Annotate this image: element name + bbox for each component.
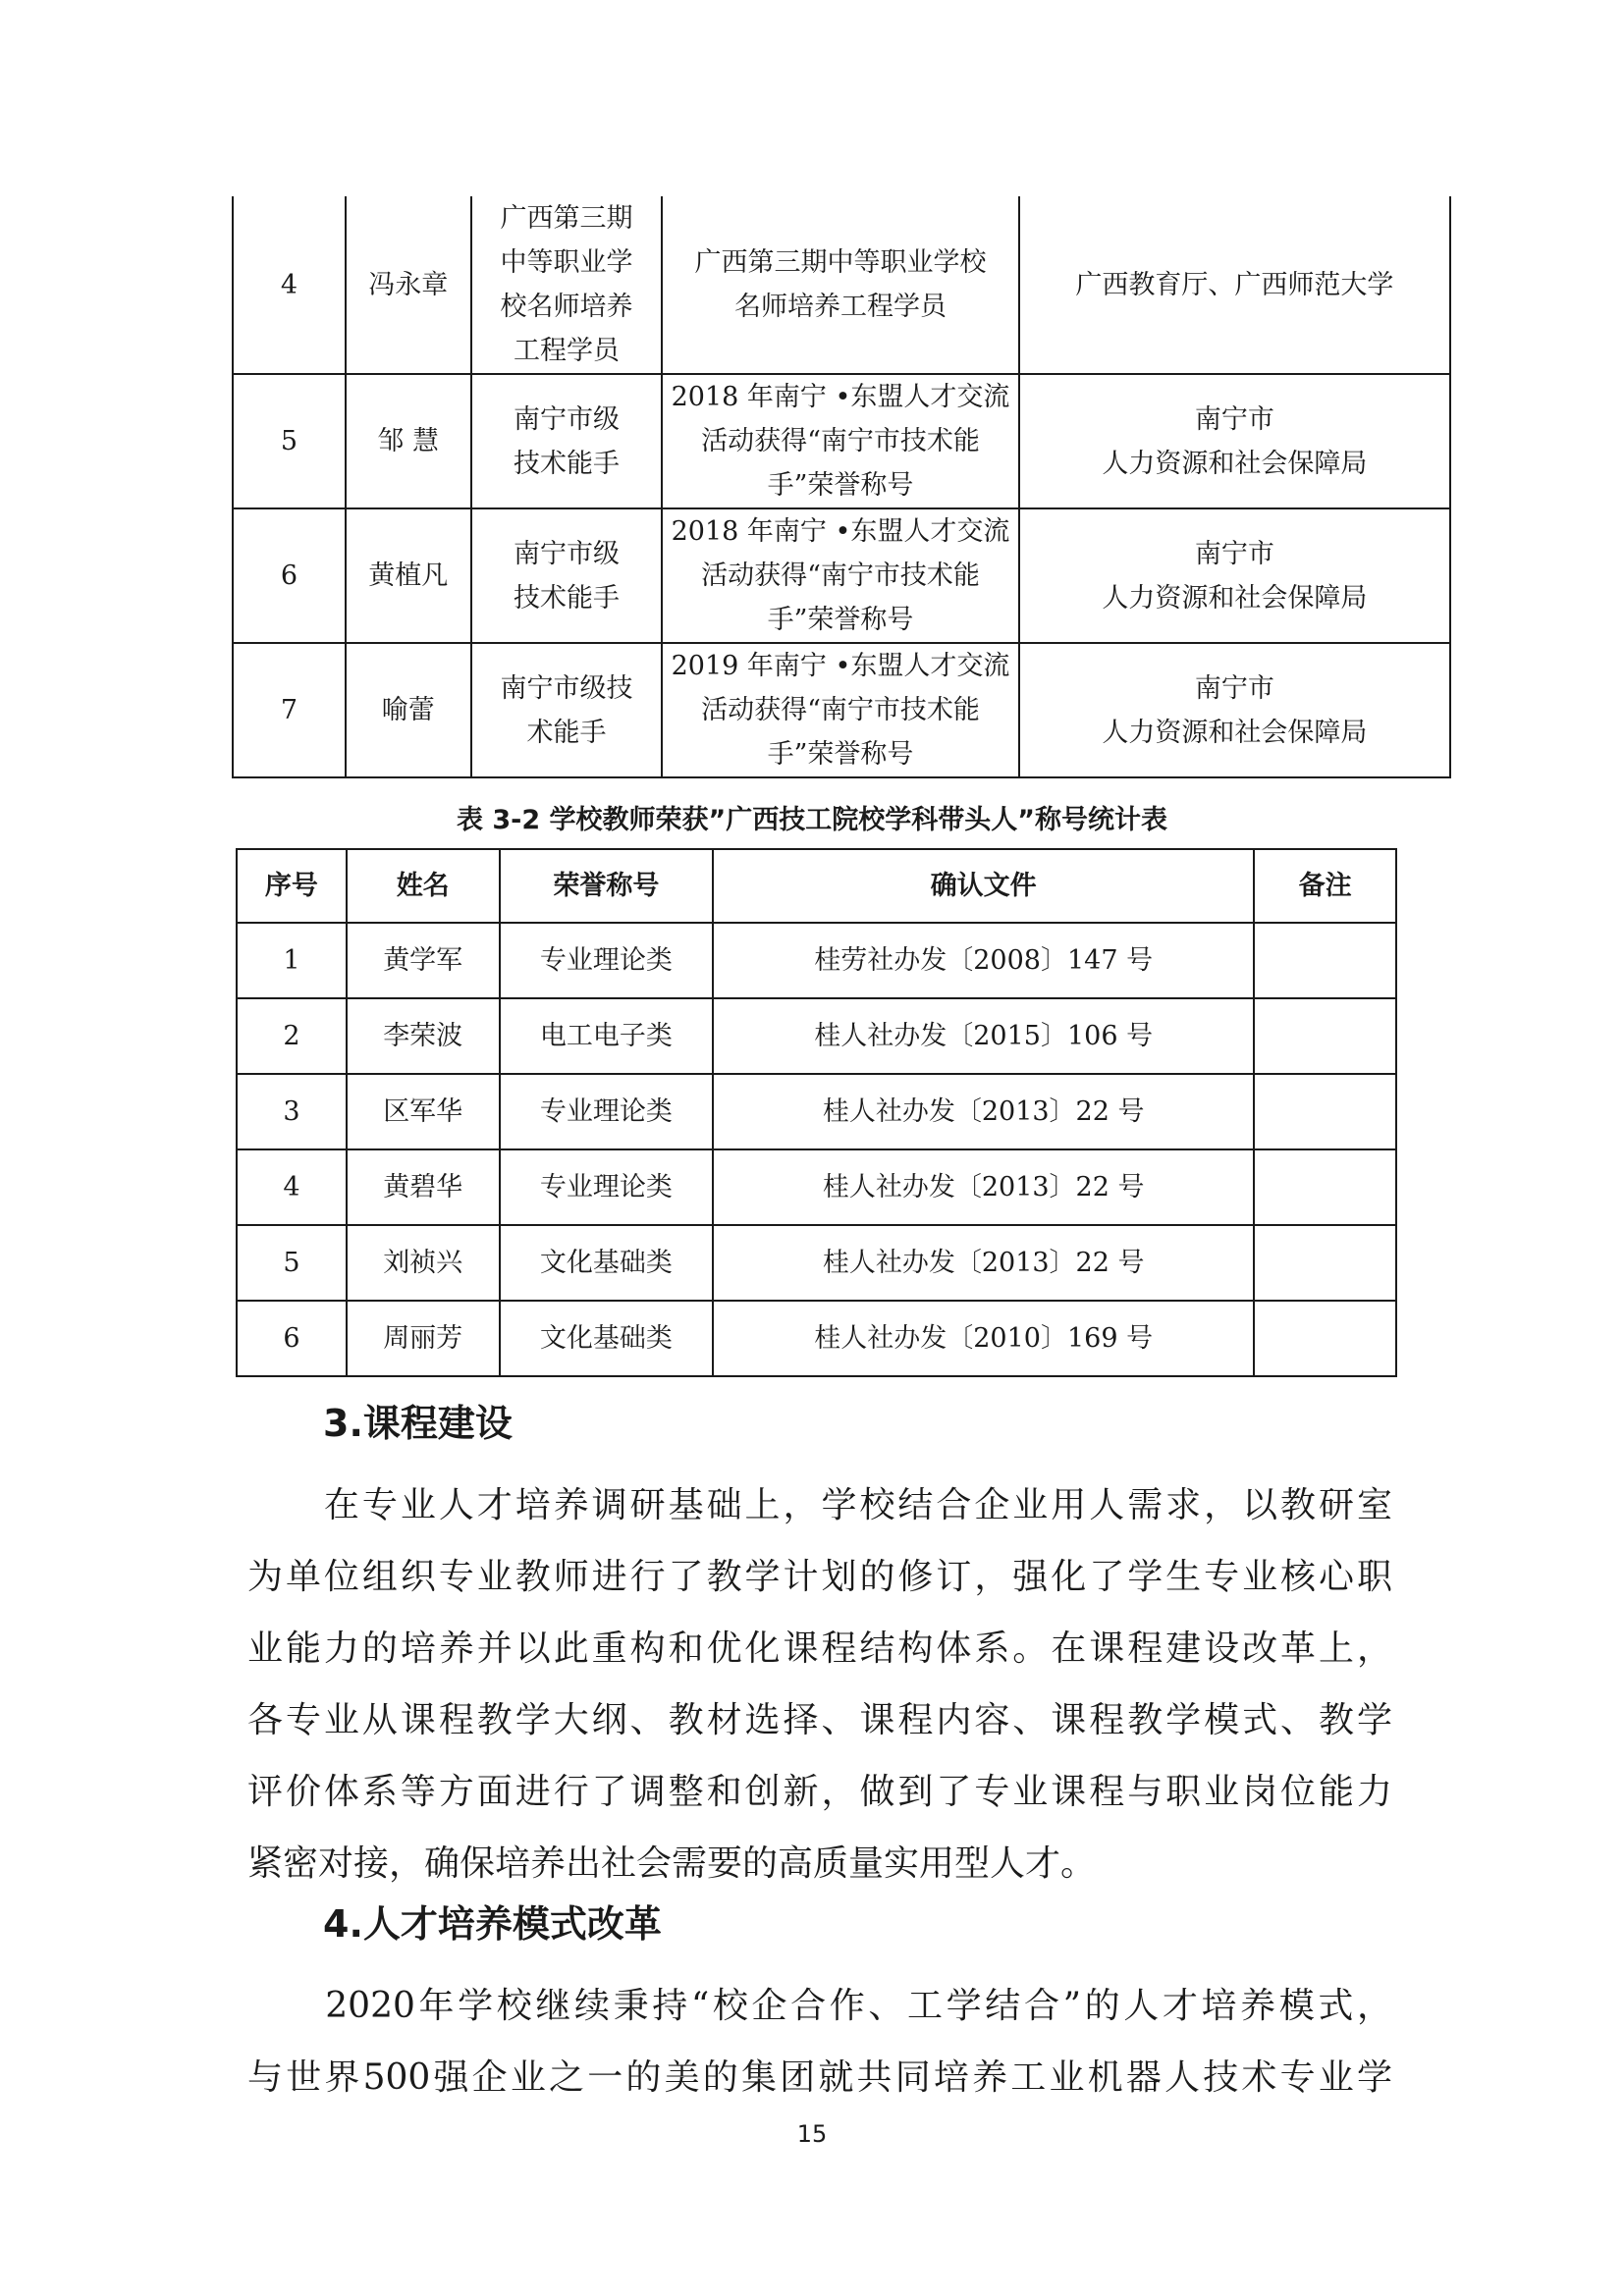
- cell-title: 专业理论类: [500, 923, 714, 998]
- table-header-row: [237, 849, 1396, 923]
- cell-doc: 2018 年南宁 •东盟人才交流 活动获得“南宁市技术能 手”荣誉称号: [662, 374, 1018, 508]
- cell-no: 5: [233, 374, 346, 508]
- cell-doc: 2018 年南宁 •东盟人才交流 活动获得“南宁市技术能 手”荣誉称号: [662, 508, 1018, 643]
- cell-name: 周丽芳: [347, 1301, 500, 1376]
- cell-name: 区军华: [347, 1074, 500, 1149]
- cell-title: 南宁市级 技术能手: [471, 374, 663, 508]
- section-heading-training-model: 4.人才培养模式改革: [323, 1902, 662, 1946]
- table-subject-leaders: [236, 848, 1397, 1377]
- paragraph-line: 评价体系等方面进行了调整和创新，做到了专业课程与职业岗位能力: [247, 1772, 1392, 1812]
- cell-name: 黄碧华: [347, 1149, 500, 1225]
- cell-title: 南宁市级 技术能手: [471, 508, 663, 643]
- cell-note: [1254, 1225, 1396, 1301]
- cell-no: 6: [237, 1301, 347, 1376]
- cell-doc: 桂人社办发〔2010〕169 号: [713, 1301, 1254, 1376]
- table-row: [237, 1225, 1396, 1301]
- table-row: [237, 923, 1396, 998]
- table-honor-continued: [232, 196, 1451, 778]
- cell-org: 南宁市 人力资源和社会保障局: [1019, 508, 1450, 643]
- cell-title: 文化基础类: [500, 1225, 714, 1301]
- cell-note: [1254, 998, 1396, 1074]
- cell-name: 黄植凡: [346, 508, 471, 643]
- cell-no: 3: [237, 1074, 347, 1149]
- cell-doc: 桂劳社办发〔2008〕147 号: [713, 923, 1254, 998]
- paragraph-line: 为单位组织专业教师进行了教学计划的修订，强化了学生专业核心职: [247, 1557, 1392, 1597]
- cell-name: 邹 慧: [346, 374, 471, 508]
- section-heading-course-construction: 3.课程建设: [323, 1402, 513, 1445]
- header-note: 备注: [1254, 849, 1396, 923]
- cell-doc: 桂人社办发〔2013〕22 号: [713, 1149, 1254, 1225]
- cell-note: [1254, 1149, 1396, 1225]
- table-row: [233, 508, 1450, 643]
- cell-title: 广西第三期 中等职业学 校名师培养 工程学员: [471, 196, 663, 374]
- header-name: 姓名: [347, 849, 500, 923]
- paragraph-line: 紧密对接，确保培养出社会需要的高质量实用型人才。: [247, 1843, 1097, 1884]
- cell-no: 4: [233, 196, 346, 374]
- table-row: [233, 196, 1450, 374]
- cell-org: 广西教育厅、广西师范大学: [1019, 196, 1450, 374]
- cell-title: 专业理论类: [500, 1074, 714, 1149]
- cell-title: 文化基础类: [500, 1301, 714, 1376]
- paragraph-line: 各专业从课程教学大纲、教材选择、课程内容、课程教学模式、教学: [247, 1700, 1392, 1740]
- paragraph-line: 在专业人才培养调研基础上，学校结合企业用人需求，以教研室: [247, 1485, 1392, 1525]
- table-row: [233, 374, 1450, 508]
- header-title: 荣誉称号: [500, 849, 714, 923]
- cell-name: 黄学军: [347, 923, 500, 998]
- table-row: [237, 1074, 1396, 1149]
- header-no: 序号: [237, 849, 347, 923]
- header-doc: 确认文件: [713, 849, 1254, 923]
- paragraph-line: 与世界500强企业之一的美的集团就共同培养工业机器人技术专业学: [247, 2057, 1392, 2098]
- cell-doc: 桂人社办发〔2015〕106 号: [713, 998, 1254, 1074]
- cell-org: 南宁市 人力资源和社会保障局: [1019, 374, 1450, 508]
- table-row: [233, 643, 1450, 777]
- cell-doc: 2019 年南宁 •东盟人才交流 活动获得“南宁市技术能 手”荣誉称号: [662, 643, 1018, 777]
- cell-note: [1254, 923, 1396, 998]
- cell-no: 6: [233, 508, 346, 643]
- cell-title: 电工电子类: [500, 998, 714, 1074]
- cell-doc: 桂人社办发〔2013〕22 号: [713, 1074, 1254, 1149]
- cell-name: 喻蕾: [346, 643, 471, 777]
- paragraph-line: 2020年学校继续秉持“校企合作、工学结合”的人才培养模式，: [247, 1986, 1392, 2026]
- paragraph-line: 业能力的培养并以此重构和优化课程结构体系。在课程建设改革上，: [247, 1629, 1392, 1669]
- cell-doc: 广西第三期中等职业学校 名师培养工程学员: [662, 196, 1018, 374]
- paragraph-course-construction: [247, 1469, 1392, 1899]
- table-row: [237, 998, 1396, 1074]
- cell-name: 李荣波: [347, 998, 500, 1074]
- cell-no: 7: [233, 643, 346, 777]
- table-row: [237, 1149, 1396, 1225]
- cell-note: [1254, 1301, 1396, 1376]
- cell-no: 1: [237, 923, 347, 998]
- cell-org: 南宁市 人力资源和社会保障局: [1019, 643, 1450, 777]
- cell-note: [1254, 1074, 1396, 1149]
- cell-name: 刘祯兴: [347, 1225, 500, 1301]
- table-row: [237, 1301, 1396, 1376]
- cell-no: 4: [237, 1149, 347, 1225]
- cell-no: 2: [237, 998, 347, 1074]
- cell-no: 5: [237, 1225, 347, 1301]
- paragraph-training-model: [247, 1970, 1392, 2113]
- cell-doc: 桂人社办发〔2013〕22 号: [713, 1225, 1254, 1301]
- page-number: 15: [796, 2120, 828, 2148]
- table-caption: 表 3-2 学校教师荣获”广西技工院校学科带头人”称号统计表: [456, 805, 1168, 835]
- cell-name: 冯永章: [346, 196, 471, 374]
- cell-title: 专业理论类: [500, 1149, 714, 1225]
- cell-title: 南宁市级技 术能手: [471, 643, 663, 777]
